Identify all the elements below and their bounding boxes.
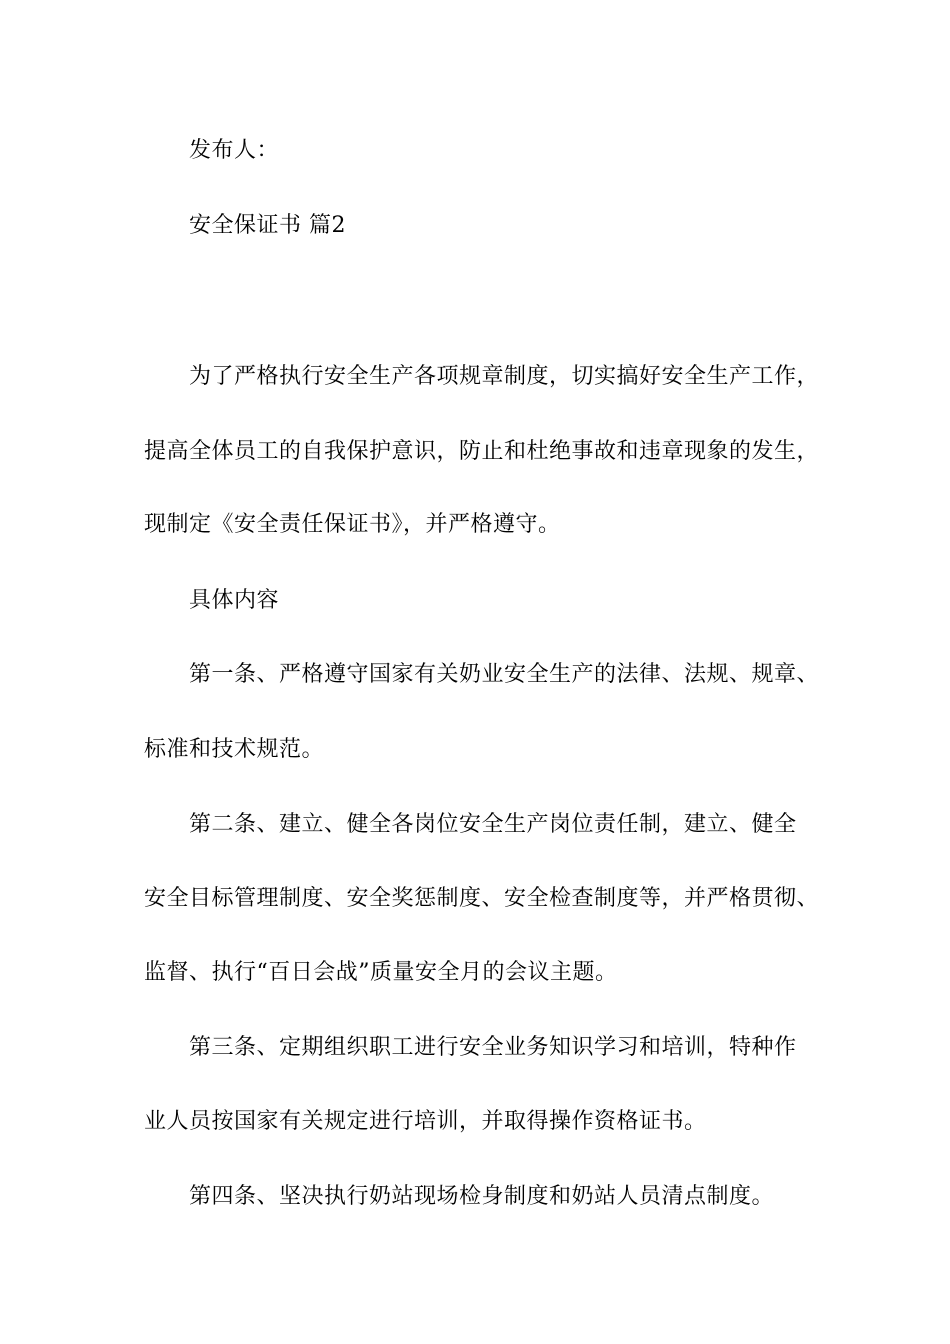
- article-1-line: 标准和技术规范。: [144, 737, 325, 762]
- publisher-label: 发布人：: [189, 138, 280, 163]
- article-3-line: 第三条、定期组织职工进行安全业务知识学习和培训，特种作: [189, 1035, 797, 1060]
- article-2-line: 监督、执行“百日会战”质量安全月的会议主题。: [144, 960, 618, 985]
- content-heading: 具体内容: [189, 588, 280, 613]
- section-title: 安全保证书 篇2: [189, 213, 346, 238]
- article-4-line: 第四条、坚决执行奶站现场检身制度和奶站人员清点制度。: [189, 1184, 775, 1209]
- article-2-line: 第二条、建立、健全各岗位安全生产岗位责任制，建立、健全: [189, 812, 797, 837]
- intro-paragraph-line: 现制定《安全责任保证书》，并严格遵守。: [144, 512, 561, 537]
- intro-paragraph-line: 提高全体员工的自我保护意识，防止和杜绝事故和违章现象的发生，: [144, 439, 820, 464]
- intro-paragraph-line: 为了严格执行安全生产各项规章制度，切实搞好安全生产工作，: [189, 364, 820, 389]
- article-2-line: 安全目标管理制度、安全奖惩制度、安全检查制度等，并严格贯彻、: [144, 886, 820, 911]
- article-3-line: 业人员按国家有关规定进行培训，并取得操作资格证书。: [144, 1109, 707, 1134]
- article-1-line: 第一条、严格遵守国家有关奶业安全生产的法律、法规、规章、: [189, 662, 820, 687]
